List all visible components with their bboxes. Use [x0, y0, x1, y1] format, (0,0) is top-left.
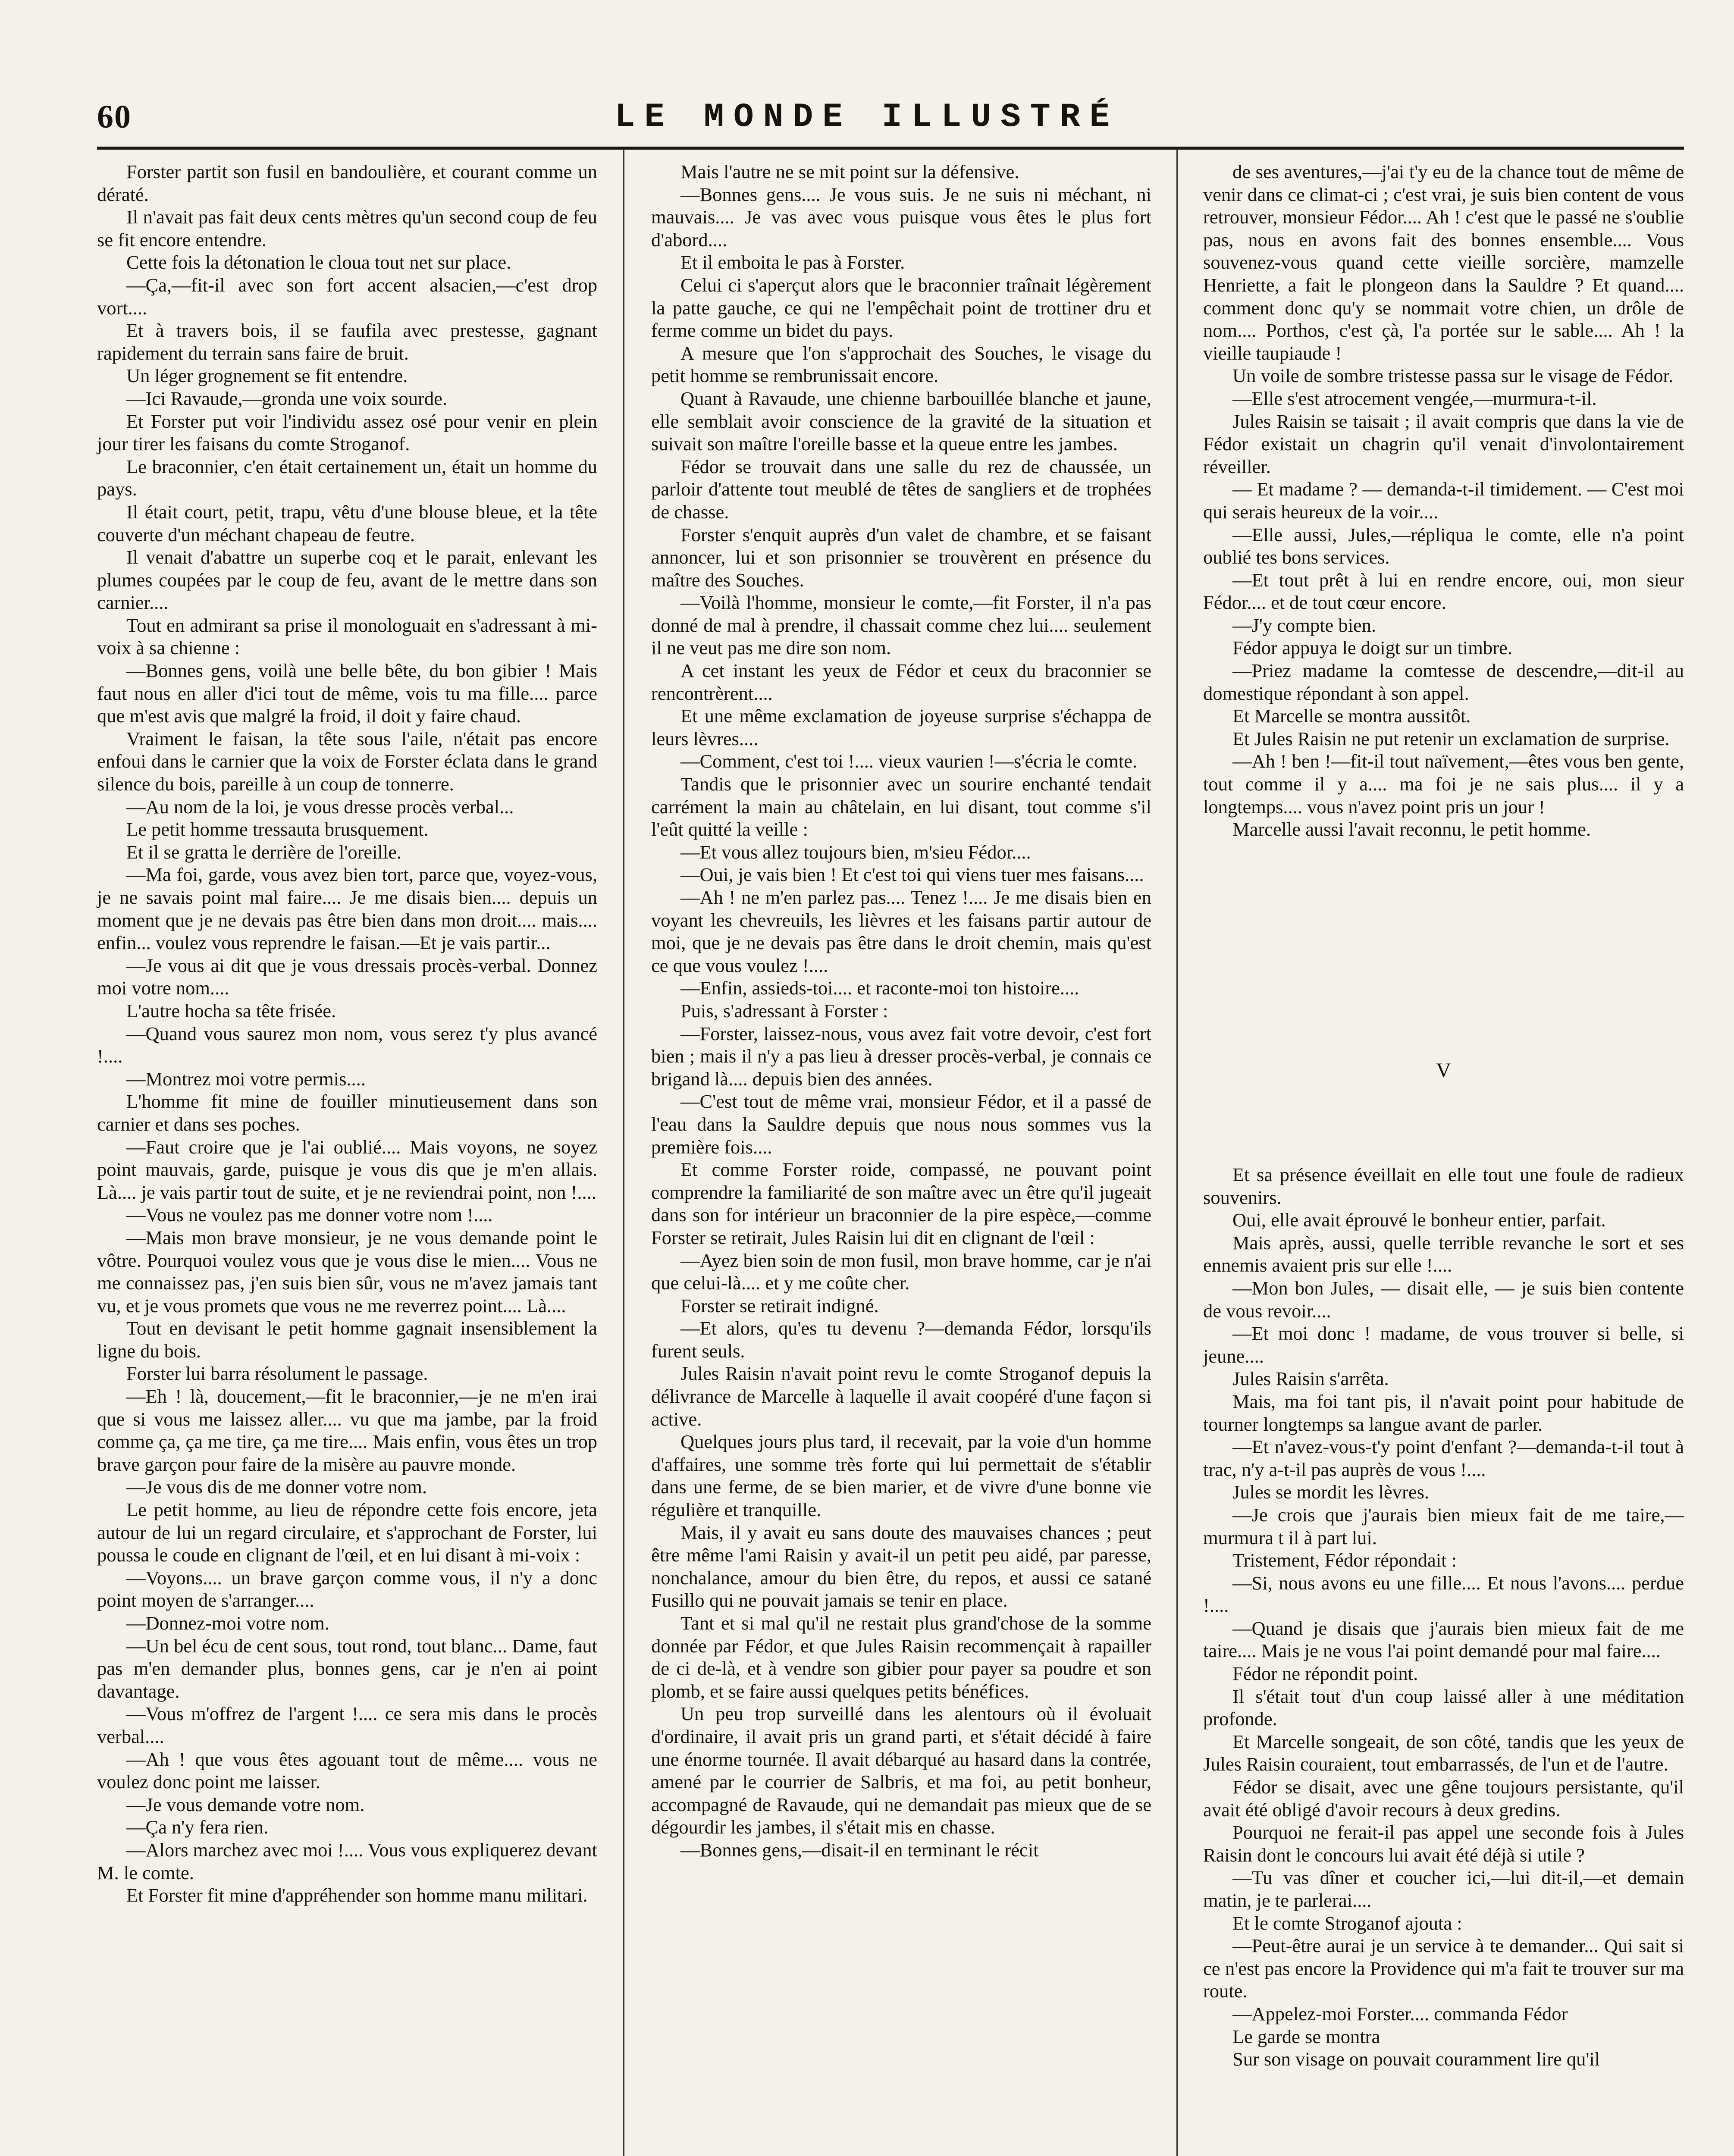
- paragraph: —Comment, c'est toi !.... vieux vaurien !—s'écria le comte.: [680, 750, 1138, 772]
- paragraph: —Je vous demande votre nom.: [126, 1793, 365, 1815]
- paragraph: Tristement, Fédor répondait :: [1232, 1549, 1457, 1571]
- paragraph: Un voile de sombre tristesse passa sur le visage de Fédor.: [1232, 365, 1674, 387]
- paragraph: —Et n'avez-vous-t'y point d'enfant ?—demanda-t-il tout à trac, n'y a-t-il pas auprès de vous !....: [1203, 1436, 1684, 1480]
- text-column-2: [651, 160, 1151, 1861]
- paragraph: Le garde se montra: [1232, 2025, 1380, 2047]
- paragraph: —Elle aussi, Jules,—répliqua le comte, elle n'a point oublié tes bons services.: [1203, 523, 1684, 568]
- paragraph: Fédor se disait, avec une gêne toujours persistante, qu'il avait été obligé d'avoir recours à deux gredins.: [1203, 1776, 1684, 1821]
- masthead-title: LE MONDE ILLUSTRÉ: [615, 98, 1119, 136]
- paragraph: Mais l'autre ne se mit point sur la défensive.: [680, 161, 1019, 182]
- section-numeral: V: [1436, 1059, 1451, 1082]
- paragraph: L'homme fit mine de fouiller minutieusement dans son carnier et dans ses poches.: [97, 1091, 597, 1135]
- paragraph: Jules Raisin se taisait ; il avait compris que dans la vie de Fédor existait un chagrin qu'il venait d'involontairement réveiller.: [1203, 410, 1684, 477]
- paragraph: Quant à Ravaude, une chienne barbouillée blanche et jaune, elle semblait avoir conscience de la gravité de la situation et suivait son maître l'oreille basse et la queue entre les jambes.: [651, 387, 1151, 455]
- paragraph: —Un bel écu de cent sous, tout rond, tout blanc... Dame, faut pas m'en demander plus, bonnes gens, car je n'en ai point davantage.: [97, 1635, 597, 1702]
- paragraph: Et Forster fit mine d'appréhender son homme manu militari.: [126, 1884, 588, 1906]
- paragraph: —Ah ! que vous êtes agouant tout de même.... vous ne voulez donc point me laisser.: [97, 1748, 597, 1793]
- header-rule: [97, 147, 1684, 150]
- column-rule: [623, 149, 624, 2156]
- paragraph: Pourquoi ne ferait-il pas appel une seconde fois à Jules Raisin dont le concours lui avait été déjà si utile ?: [1203, 1821, 1684, 1866]
- paragraph: —Vous m'offrez de l'argent !.... ce sera mis dans le procès verbal....: [97, 1703, 597, 1747]
- paragraph: Et comme Forster roide, compassé, ne pouvant point comprendre la familiarité de son maître avec un être qu'il jugeait dans son for intérieur un braconnier de la pire espèce,—comme Forster se retirait, Jules Raisin lui dit en clignant de l'œil :: [651, 1159, 1151, 1248]
- text-column-1: [97, 160, 597, 1907]
- paragraph: —Peut-être aurai je un service à te demander... Qui sait si ce n'est pas encore la Providence qui m'a fait te trouver sur ma route.: [1203, 1935, 1684, 2002]
- paragraph: —Voyons.... un brave garçon comme vous, il n'y a donc point moyen de s'arranger....: [97, 1567, 597, 1611]
- paragraph: Fédor ne répondit point.: [1232, 1663, 1418, 1685]
- paragraph: Marcelle aussi l'avait reconnu, le petit homme.: [1232, 818, 1591, 840]
- text-column-3-section: [1203, 1163, 1684, 2071]
- paragraph: A cet instant les yeux de Fédor et ceux du braconnier se rencontrèrent....: [651, 660, 1151, 704]
- paragraph: —Vous ne voulez pas me donner votre nom !....: [126, 1204, 493, 1226]
- paragraph: Tandis que le prisonnier avec un sourire enchanté tendait carrément la main au châtelain, en lui disant, tout comme s'il l'eût quitté la veille :: [651, 773, 1151, 840]
- paragraph: —Voilà l'homme, monsieur le comte,—fit Forster, il n'a pas donné de mal à prendre, il chassait comme chez lui.... seulement il ne veut pas me dire son nom.: [651, 592, 1151, 659]
- paragraph: —Tu vas dîner et coucher ici,—lui dit-il,—et demain matin, je te parlerai....: [1203, 1867, 1684, 1911]
- paragraph: —Eh ! là, doucement,—fit le braconnier,—je ne m'en irai que si vous me laissez aller.... vu que ma jambe, par la froid comme ça, ça me tire, ça me tire.... Mais enfin, vous êtes un trop brave garçon pour faire de la misère au pauvre monde.: [97, 1385, 597, 1475]
- paragraph: Sur son visage on pouvait couramment lire qu'il: [1232, 2048, 1600, 2070]
- paragraph: Et Forster put voir l'individu assez osé pour venir en plein jour tirer les faisans du comte Stroganof.: [97, 410, 597, 455]
- paragraph: Mais, ma foi tant pis, il n'avait point pour habitude de tourner longtemps sa langue avant de parler.: [1203, 1390, 1684, 1435]
- paragraph: —Je crois que j'aurais bien mieux fait de me taire,—murmura t il à part lui.: [1203, 1504, 1684, 1548]
- paragraph: —Ça,—fit-il avec son fort accent alsacien,—c'est drop vort....: [97, 274, 597, 319]
- paragraph: Et Marcelle se montra aussitôt.: [1232, 705, 1471, 727]
- paragraph: — Et madame ? — demanda-t-il timidement. — C'est moi qui serais heureux de la voir....: [1203, 478, 1684, 523]
- paragraph: —Ma foi, garde, vous avez bien tort, parce que, voyez-vous, je ne savais point mal faire.... Je me disais bien.... depuis un moment que je ne devais pas être bien dans mon droit.... mais.... enfin... voulez vous reprendre le faisan.—Et je vais partir...: [97, 864, 597, 954]
- paragraph: Tout en devisant le petit homme gagnait insensiblement la ligne du bois.: [97, 1317, 597, 1362]
- paragraph: —Et tout prêt à lui en rendre encore, oui, mon sieur Fédor.... et de tout cœur encore.: [1203, 569, 1684, 614]
- paragraph: —Si, nous avons eu une fille.... Et nous l'avons.... perdue !....: [1203, 1572, 1684, 1617]
- text-column-3: [1203, 160, 1684, 841]
- paragraph: —Mon bon Jules, — disait elle, — je suis bien contente de vous revoir....: [1203, 1277, 1684, 1322]
- paragraph: —Ah ! ne m'en parlez pas.... Tenez !.... Je me disais bien en voyant les chevreuils, les lièvres et les faisans partir autour de moi, que je ne devais pas être dans le droit chemin, mais qu'est ce que vous voulez !....: [651, 887, 1151, 976]
- paragraph: —Et moi donc ! madame, de vous trouver si belle, si jeune....: [1203, 1322, 1684, 1367]
- page-number: 60: [97, 99, 132, 135]
- paragraph: Il s'était tout d'un coup laissé aller à une méditation profonde.: [1203, 1685, 1684, 1730]
- paragraph: Et une même exclamation de joyeuse surprise s'échappa de leurs lèvres....: [651, 705, 1151, 749]
- paragraph: —Alors marchez avec moi !.... Vous vous expliquerez devant M. le comte.: [97, 1839, 597, 1883]
- paragraph: Forster partit son fusil en bandoulière, et courant comme un dératé.: [97, 161, 597, 205]
- paragraph: —Quand je disais que j'aurais bien mieux fait de me taire.... Mais je ne vous l'ai point demandé pour mal faire....: [1203, 1617, 1684, 1662]
- paragraph: —Donnez-moi votre nom.: [126, 1612, 329, 1634]
- paragraph: —Bonnes gens.... Je vous suis. Je ne suis ni méchant, ni mauvais.... Je vas avec vous puisque vous êtes le plus fort d'abord....: [651, 183, 1151, 251]
- paragraph: —Forster, laissez-nous, vous avez fait votre devoir, c'est fort bien ; mais il n'y a pas lieu à dresser procès-verbal, je connais ce brigand là.... depuis bien des années.: [651, 1022, 1151, 1090]
- paragraph: —Au nom de la loi, je vous dresse procès verbal...: [126, 796, 514, 818]
- paragraph: —Ça n'y fera rien.: [126, 1816, 269, 1838]
- paragraph: —Bonnes gens, voilà une belle bête, du bon gibier ! Mais faut nous en aller d'ici tout de même, vois tu ma fille.... parce que m'est avis que malgré la froid, il doit y faire chaud.: [97, 660, 597, 727]
- paragraph: —Bonnes gens,—disait-il en terminant le récit: [680, 1839, 1039, 1861]
- paragraph: Cette fois la détonation le cloua tout net sur place.: [126, 251, 511, 273]
- paragraph: Jules se mordit les lèvres.: [1232, 1481, 1430, 1503]
- paragraph: —Et alors, qu'es tu devenu ?—demanda Fédor, lorsqu'ils furent seuls.: [651, 1317, 1151, 1362]
- paragraph: —Ici Ravaude,—gronda une voix sourde.: [126, 387, 447, 409]
- paragraph: Mais après, aussi, quelle terrible revanche le sort et ses ennemis avaient pris sur elle !....: [1203, 1232, 1684, 1276]
- paragraph: Fédor se trouvait dans une salle du rez de chaussée, un parloir d'attente tout meublé de têtes de sangliers et de trophées de chasse.: [651, 455, 1151, 523]
- paragraph: —Priez madame la comtesse de descendre,—dit-il au domestique répondant à son appel.: [1203, 660, 1684, 704]
- paragraph: Et Jules Raisin ne put retenir un exclamation de surprise.: [1232, 727, 1670, 749]
- column-rule: [1176, 149, 1178, 2156]
- paragraph: A mesure que l'on s'approchait des Souches, le visage du petit homme se rembrunissait encore.: [651, 342, 1151, 387]
- paragraph: Un léger grognement se fit entendre.: [126, 365, 408, 387]
- paragraph: —Ayez bien soin de mon fusil, mon brave homme, car je n'ai que celui-là.... et y me coûte cher.: [651, 1249, 1151, 1294]
- paragraph: Il était court, petit, trapu, vêtu d'une blouse bleue, et la tête couverte d'un méchant chapeau de feutre.: [97, 501, 597, 545]
- paragraph: Forster s'enquit auprès d'un valet de chambre, et se faisant annoncer, lui et son prisonnier se trouvèrent en présence du maître des Souches.: [651, 523, 1151, 591]
- paragraph: Il n'avait pas fait deux cents mètres qu'un second coup de feu se fit encore entendre.: [97, 206, 597, 251]
- paragraph: Le petit homme, au lieu de répondre cette fois encore, jeta autour de lui un regard circulaire, et s'approchant de Forster, lui poussa le coude en clignant de l'œil, et en lui disant à mi-voix :: [97, 1499, 597, 1566]
- paragraph: Tant et si mal qu'il ne restait plus grand'chose de la somme donnée par Fédor, et que Jules Raisin recommençait à rapailler de ci de-là, et à vendre son gibier pour payer sa poudre et son plomb, et se faire aussi quelques petits bénéfices.: [651, 1612, 1151, 1702]
- paragraph: Forster se retirait indigné.: [680, 1294, 879, 1316]
- paragraph: —J'y compte bien.: [1232, 614, 1377, 636]
- paragraph: Et sa présence éveillait en elle tout une foule de radieux souvenirs.: [1203, 1164, 1684, 1208]
- paragraph: Celui ci s'aperçut alors que le braconnier traînait légèrement la patte gauche, ce qui ne l'empêchait point de trottiner dru et ferme comme un bidet du pays.: [651, 274, 1151, 342]
- paragraph: —Appelez-moi Forster.... commanda Fédor: [1232, 2002, 1568, 2024]
- paragraph: Mais, il y avait eu sans doute des mauvaises chances ; peut être même l'ami Raisin y avait-il un petit peu aidé, par paresse, nonchalance, amour du bien être, du repos, et aussi ce satané Fusillo qui ne pouvait jamais se tenir en place.: [651, 1521, 1151, 1611]
- paragraph: Forster lui barra résolument le passage.: [126, 1363, 428, 1385]
- paragraph: Jules Raisin s'arrêta.: [1232, 1368, 1389, 1390]
- paragraph: —Elle s'est atrocement vengée,—murmura-t-il.: [1232, 387, 1597, 409]
- paragraph: —Ah ! ben !—fit-il tout naïvement,—êtes vous ben gente, tout comme il y a.... ma foi je ne sais plus.... il y a longtemps.... vous n'avez point pris un jour !: [1203, 750, 1684, 818]
- paragraph: —Montrez moi votre permis....: [126, 1068, 366, 1090]
- paragraph: Tout en admirant sa prise il monologuait en s'adressant à mi-voix à sa chienne :: [97, 614, 597, 659]
- paragraph: —Et vous allez toujours bien, m'sieu Fédor....: [680, 841, 1031, 863]
- paragraph: Et le comte Stroganof ajouta :: [1232, 1912, 1462, 1934]
- paragraph: Et Marcelle songeait, de son côté, tandis que les yeux de Jules Raisin couraient, tout embarrassés, de l'un et de l'autre.: [1203, 1730, 1684, 1775]
- paragraph: Et il emboita le pas à Forster.: [680, 251, 905, 273]
- paragraph: Oui, elle avait éprouvé le bonheur entier, parfait.: [1232, 1209, 1606, 1231]
- paragraph: Il venait d'abattre un superbe coq et le parait, enlevant les plumes coupées par le coup de feu, avant de le mettre dans son carnier....: [97, 546, 597, 614]
- paragraph: de ses aventures,—j'ai t'y eu de la chance tout de même de venir dans ce climat-ci ; c'est vrai, je suis bien content de vous retrouver, monsieur Fédor.... Ah ! c'est que le passé ne s'oublie pas, nous en avons fait des bonnes ensemble.... Vous souvenez-vous quand cette vieille sorcière, mamzelle Henriette, a fait le plongeon dans la Sauldre ? Et quand.... comment donc qu'y se nommait votre chien, un drôle de nom.... Porthos, c'est çà, l'a portée sur le sable.... Ah ! la vieille taupiaude !: [1203, 161, 1684, 364]
- paragraph: Le petit homme tressauta brusquement.: [126, 818, 429, 840]
- paragraph: —Mais mon brave monsieur, je ne vous demande point le vôtre. Pourquoi voulez vous que je vous dise le mien.... Vous ne me connaissez pas, j'en suis bien sûr, vous ne m'avez jamais tant vu, et je vous promets que vous ne me reverrez point.... Là....: [97, 1226, 597, 1316]
- paragraph: —Je vous ai dit que je vous dressais procès-verbal. Donnez moi votre nom....: [97, 954, 597, 999]
- paragraph: Jules Raisin n'avait point revu le comte Stroganof depuis la délivrance de Marcelle à laquelle il avait coopéré d'une façon si active.: [651, 1363, 1151, 1430]
- paragraph: —Je vous dis de me donner votre nom.: [126, 1476, 427, 1498]
- paragraph: —Quand vous saurez mon nom, vous serez t'y plus avancé !....: [97, 1022, 597, 1067]
- paragraph: Le braconnier, c'en était certainement un, était un homme du pays.: [97, 455, 597, 500]
- paragraph: L'autre hocha sa tête frisée.: [126, 1000, 336, 1022]
- paragraph: —Faut croire que je l'ai oublié.... Mais voyons, ne soyez point mauvais, garde, puisque je vous dis que je m'en allais. Là.... je vais partir tout de suite, et je ne reviendrai point, non !....: [97, 1136, 597, 1203]
- paragraph: Et il se gratta le derrière de l'oreille.: [126, 841, 402, 863]
- paragraph: Vraiment le faisan, la tête sous l'aile, n'était pas encore enfoui dans le carnier que la voix de Forster éclata dans le grand silence du bois, pareille à un coup de tonnerre.: [97, 727, 597, 795]
- paragraph: —Enfin, assieds-toi.... et raconte-moi ton histoire....: [680, 977, 1079, 999]
- paragraph: Un peu trop surveillé dans les alentours où il évoluait d'ordinaire, il avait pris un grand parti, et s'était décidé à faire une énorme tournée. Il avait débarqué au hasard dans la contrée, amené par le courrier de Salbris, et ma foi, au petit bonheur, accompagné de Ravaude, qui ne demandait pas mieux que de se dégourdir les jambes, il s'était mis en chasse.: [651, 1703, 1151, 1838]
- paragraph: Quelques jours plus tard, il recevait, par la voie d'un homme d'affaires, une somme très forte qui lui permettait de s'établir dans une ferme, de se bien marier, et de vivre d'une bonne vie régulière et tranquille.: [651, 1431, 1151, 1521]
- paragraph: Et à travers bois, il se faufila avec prestesse, gagnant rapidement du terrain sans faire de bruit.: [97, 320, 597, 364]
- paragraph: Puis, s'adressant à Forster :: [680, 1000, 888, 1022]
- paragraph: —C'est tout de même vrai, monsieur Fédor, et il a passé de l'eau dans la Sauldre depuis que nous nous sommes vus la première fois....: [651, 1091, 1151, 1158]
- paragraph: —Oui, je vais bien ! Et c'est toi qui viens tuer mes faisans....: [680, 864, 1144, 886]
- paragraph: Fédor appuya le doigt sur un timbre.: [1232, 637, 1512, 659]
